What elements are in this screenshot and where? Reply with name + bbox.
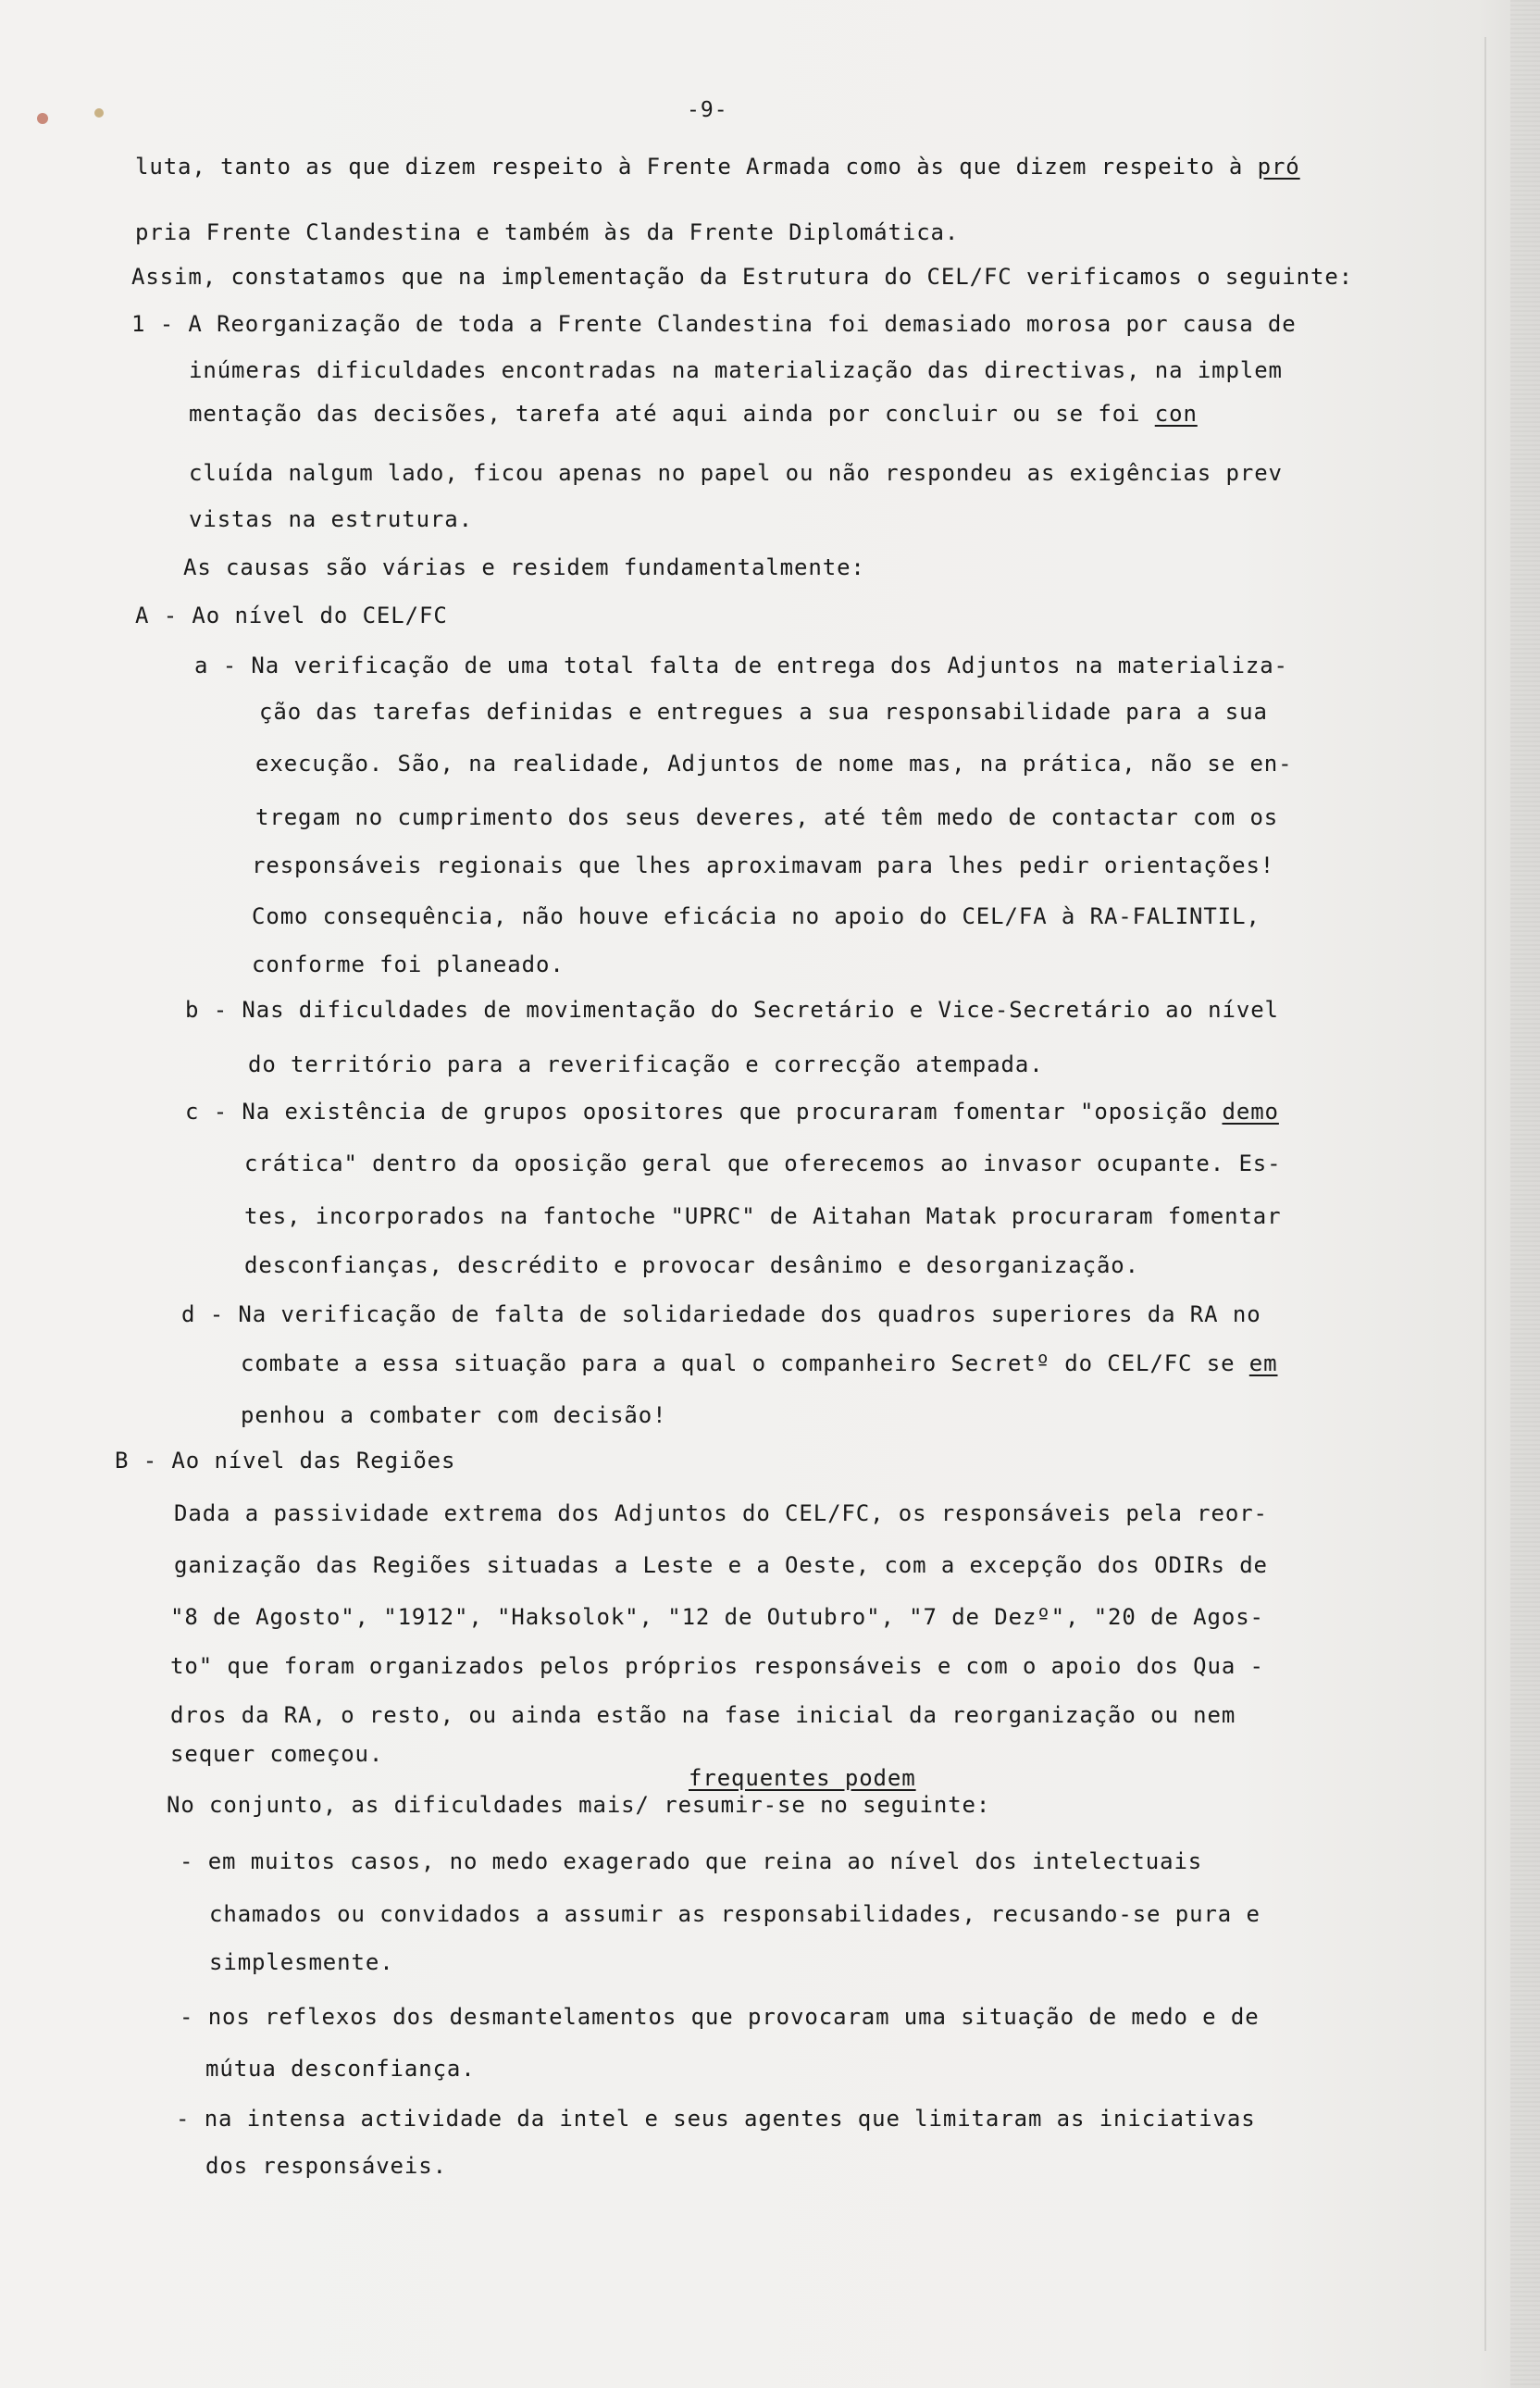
binder-hole-mark [94,108,104,118]
text-line: simplesmente. [209,1949,394,1975]
text-line: luta, tanto as que dizem respeito à Frente Armada como às que dizem respeito à pró [135,154,1300,180]
text-line: crática" dentro da oposição geral que oferecemos ao invasor ocupante. Es- [244,1150,1282,1176]
text-line: d - Na verificação de falta de solidariedade dos quadros superiores da RA no [181,1301,1261,1327]
text-line: Assim, constatamos que na implementação da Estrutura do CEL/FC verificamos o seguinte: [131,264,1354,290]
text-line: ção das tarefas definidas e entregues a sua responsabilidade para a sua [259,699,1268,725]
text-line: combate a essa situação para a qual o companheiro Secretº do CEL/FC se em [241,1350,1278,1376]
text-line: tes, incorporados na fantoche "UPRC" de Aitahan Matak procuraram fomentar [244,1203,1282,1229]
text-line: vistas na estrutura. [189,506,473,532]
text-line: Dada a passividade extrema dos Adjuntos do CEL/FC, os responsáveis pela reor- [174,1500,1268,1526]
text-line: c - Na existência de grupos opositores que procuraram fomentar "oposição demo [185,1099,1279,1125]
handwritten-insertion: frequentes podem [689,1765,916,1791]
text-line: inúmeras dificuldades encontradas na materialização das directivas, na implem [189,357,1283,383]
list-item: - nos reflexos dos desmantelamentos que provocaram uma situação de medo e de [180,2004,1260,2030]
text-line: dos responsáveis. [205,2153,447,2179]
text-line: As causas são várias e residem fundamentalmente: [183,554,865,580]
list-item: - em muitos casos, no medo exagerado que reina ao nível dos intelectuais [180,1848,1203,1874]
text-line: cluída nalgum lado, ficou apenas no papel ou não respondeu as exigências prev [189,460,1283,486]
text-line: 1 - A Reorganização de toda a Frente Clandestina foi demasiado morosa por causa de [131,311,1297,337]
text-line: Como consequência, não houve eficácia no apoio do CEL/FA à RA-FALINTIL, [252,903,1261,929]
text-line: to" que foram organizados pelos próprios responsáveis e com o apoio dos Qua - [170,1653,1264,1679]
list-item: - na intensa actividade da intel e seus agentes que limitaram as iniciativas [176,2106,1256,2132]
text-line: b - Nas dificuldades de movimentação do Secretário e Vice-Secretário ao nível [185,997,1279,1023]
binder-hole-mark [37,113,48,124]
section-heading: A - Ao nível do CEL/FC [135,603,448,628]
text-line: execução. São, na realidade, Adjuntos de nome mas, na prática, não se en- [255,751,1293,777]
text-line: do território para a reverificação e correcção atempada. [248,1051,1044,1077]
fold-line [1484,37,1486,2351]
text-line: "8 de Agosto", "1912", "Haksolok", "12 de Outubro", "7 de Dezº", "20 de Agos- [170,1604,1264,1630]
text-line: dros da RA, o resto, ou ainda estão na fase inicial da reorganização ou nem [170,1702,1236,1728]
text-line: responsáveis regionais que lhes aproximavam para lhes pedir orientações! [252,852,1275,878]
text-line: tregam no cumprimento dos seus deveres, até têm medo de contactar com os [255,804,1279,830]
page-number: -9- [687,98,728,122]
text-line: penhou a combater com decisão! [241,1402,667,1428]
text-line: chamados ou convidados a assumir as responsabilidades, recusando-se pura e [209,1901,1261,1927]
text-line: sequer começou. [170,1741,384,1767]
text-line: ganização das Regiões situadas a Leste e a Oeste, com a excepção dos ODIRs de [174,1552,1268,1578]
binding-edge [1510,0,1540,2388]
text-line: mútua desconfiança. [205,2056,476,2082]
text-line: No conjunto, as dificuldades mais/ resumir-se no seguinte: [167,1792,991,1818]
text-line: conforme foi planeado. [252,951,565,977]
section-heading: B - Ao nível das Regiões [115,1448,456,1474]
text-line: desconfianças, descrédito e provocar desânimo e desorganização. [244,1252,1140,1278]
text-line: pria Frente Clandestina e também às da Frente Diplomática. [135,219,960,245]
text-line: mentação das decisões, tarefa até aqui ainda por concluir ou se foi con [189,401,1198,427]
text-line: a - Na verificação de uma total falta de entrega dos Adjuntos na materializa- [194,653,1288,678]
